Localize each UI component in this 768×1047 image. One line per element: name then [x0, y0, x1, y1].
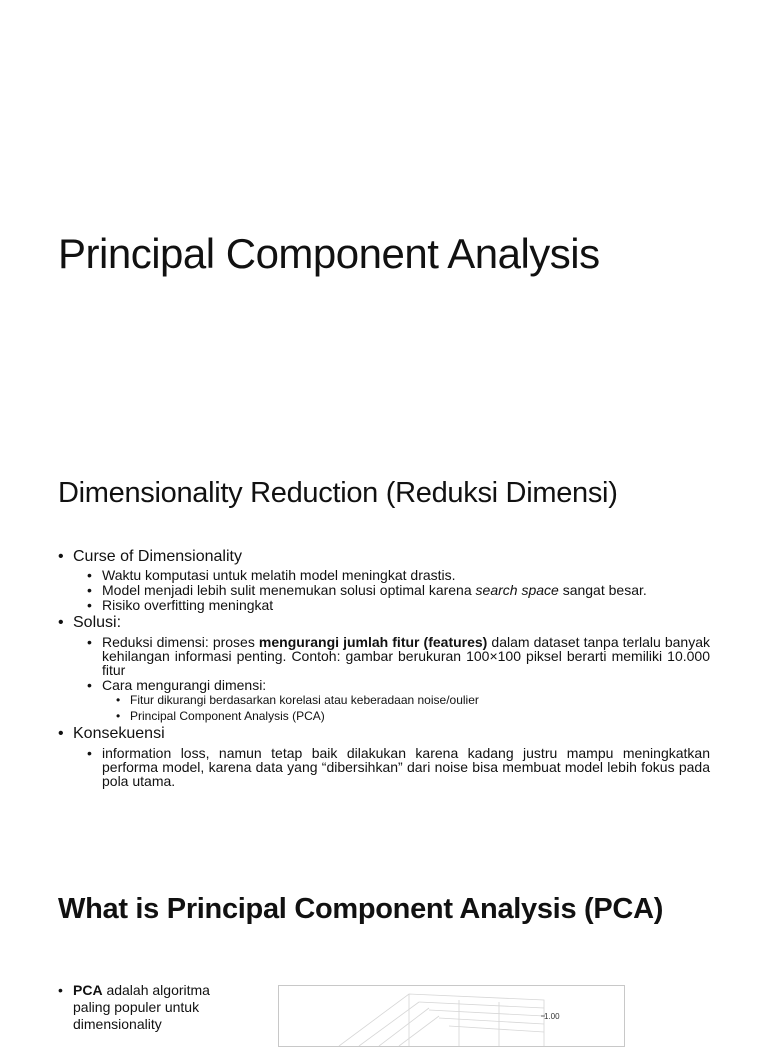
pca-bold: PCA [73, 982, 103, 998]
grid-line [449, 1026, 544, 1032]
bullet-konsekuensi: • Konsekuensi [58, 725, 710, 743]
plot-grid [339, 994, 544, 1046]
pca-bullet [58, 982, 248, 1032]
sub-bullet-text: Model menjadi lebih sulit menemukan solusi optimal karena [102, 582, 476, 599]
sub-bullet [58, 635, 710, 677]
pca-bullet-text: adalah algoritma paling populer untuk dimensionality [73, 982, 210, 1032]
sub-bullet: • information loss, namun tetap baik dilakukan karena kadang justru mampu meningkatkan performa model, karena data yang “dibersihkan” dari noise bisa membuat model lebih fokus pada pola utama. [58, 746, 710, 788]
grid-line [439, 1018, 544, 1024]
bold-phrase: mengurangi jumlah fitur (features) [258, 633, 488, 650]
sub-bullet: • Risiko overfitting meningkat [58, 598, 710, 612]
slide-title-pca: Principal Component Analysis [58, 230, 600, 277]
sub-sub-bullet: • Fitur dikurangi berdasarkan korelasi atau keberadaan noise/oulier [58, 694, 710, 708]
slide-title-what-is-pca: What is Principal Component Analysis (PCA) [58, 893, 664, 925]
bullet-curse: • Curse of Dimensionality [58, 548, 710, 566]
grid-line [419, 1002, 544, 1008]
sub-bullet [58, 583, 710, 597]
pca-bullets [58, 982, 248, 1032]
sub-bullet: • Cara mengurangi dimensi: [58, 678, 710, 692]
sub-sub-bullet: • Principal Component Analysis (PCA) [58, 710, 710, 724]
sub-bullet: • Waktu komputasi untuk melatih model meningkat drastis. [58, 568, 710, 582]
search-space-emphasis: search space [475, 582, 559, 599]
grid-line [429, 1010, 544, 1016]
sub-bullet-text: Reduksi dimensi: proses [102, 633, 259, 650]
grid-line [399, 1016, 439, 1046]
slide-content-dimensionality [58, 546, 710, 789]
sub-bullet-text: sangat besar. [558, 582, 647, 599]
slide-title-dimensionality-reduction: Dimensionality Reduction (Reduksi Dimensi) [58, 477, 618, 509]
plot-tick-label: 1.00 [544, 1012, 560, 1021]
plot-svg [279, 986, 624, 1046]
grid-line [379, 1008, 429, 1046]
bullet-solusi: • Solusi: [58, 614, 710, 632]
pca-3d-plot [278, 985, 625, 1047]
sub-bullet-text: dalam dataset tanpa terlalu banyak kehilangan informasi penting. Contoh: gambar berukuran 100×100 piksel berarti memiliki 10.000 fitur [102, 633, 711, 678]
